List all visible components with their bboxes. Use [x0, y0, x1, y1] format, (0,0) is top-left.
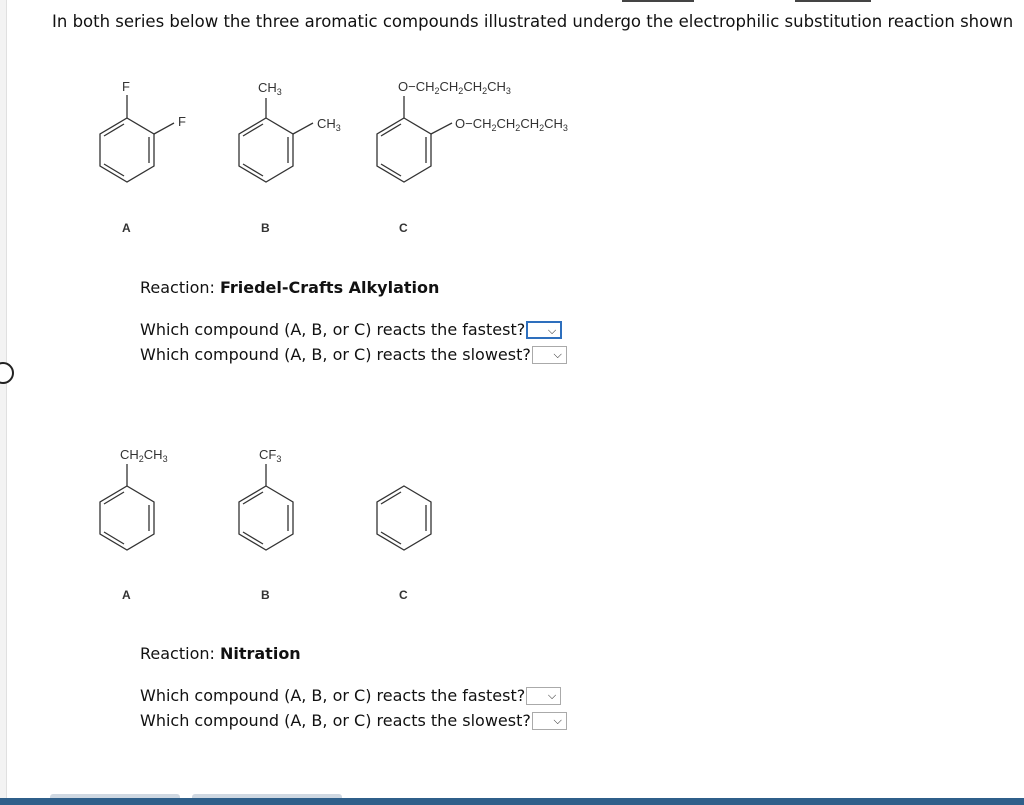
- reaction-2: [140, 644, 301, 663]
- series2-fastest-question: Which compound (A, B, or C) reacts the fastest?: [140, 686, 526, 705]
- compound-b-sub1: $CH_3$: [258, 80, 282, 97]
- reaction-2-prefix: Reaction:: [140, 644, 220, 663]
- intro-text: In both series below the three aromatic compounds illustrated undergo the electrophilic substitution reaction shown: [52, 12, 1014, 31]
- chevron-down-icon: ⌵: [547, 323, 557, 337]
- chevron-down-icon: ⌵: [547, 688, 557, 702]
- series2-fastest-dropdown[interactable]: [526, 687, 561, 705]
- compound-a-label: A: [122, 221, 131, 235]
- compound-a2-label: A: [122, 588, 131, 602]
- compound-c-label: C: [399, 221, 408, 235]
- reaction-1-prefix: Reaction:: [140, 278, 220, 297]
- series2-fastest-row: [140, 686, 561, 705]
- compound-b2-sub: $CF_3$: [259, 447, 282, 464]
- series2-slowest-question: Which compound (A, B, or C) reacts the slowest?: [140, 711, 531, 730]
- reaction-2-name: Nitration: [219, 644, 301, 663]
- compound-a-sub1: F: [122, 79, 130, 94]
- compound-b2-label: B: [261, 588, 270, 602]
- compound-c2-label: C: [399, 588, 408, 602]
- compound-c-sub1: $O-CH_2CH_2CH_2CH_3$: [398, 79, 511, 96]
- reaction-1-name: Friedel-Crafts Alkylation: [219, 278, 440, 297]
- series2-slowest-dropdown[interactable]: [532, 712, 567, 730]
- chevron-down-icon: ⌵: [553, 347, 562, 361]
- series1-slowest-question: Which compound (A, B, or C) reacts the slowest?: [140, 345, 531, 364]
- compound-c2-structure: [377, 486, 431, 550]
- compound-b-sub2: $CH_3$: [317, 116, 341, 133]
- bottom-bar: [0, 798, 1024, 805]
- compound-b-label: B: [261, 221, 270, 235]
- compound-a2-sub: $CH_2CH_3$: [120, 447, 168, 464]
- series1-fastest-question: Which compound (A, B, or C) reacts the fastest?: [140, 320, 526, 339]
- compound-c-sub2: $O-CH_2CH_2CH_2CH_3$: [455, 116, 568, 133]
- compound-b2-structure: [239, 464, 293, 550]
- compound-a2-structure: [100, 464, 154, 550]
- compound-a-sub2: F: [178, 114, 186, 129]
- chevron-down-icon: ⌵: [553, 713, 562, 727]
- series2-slowest-row: [140, 711, 567, 730]
